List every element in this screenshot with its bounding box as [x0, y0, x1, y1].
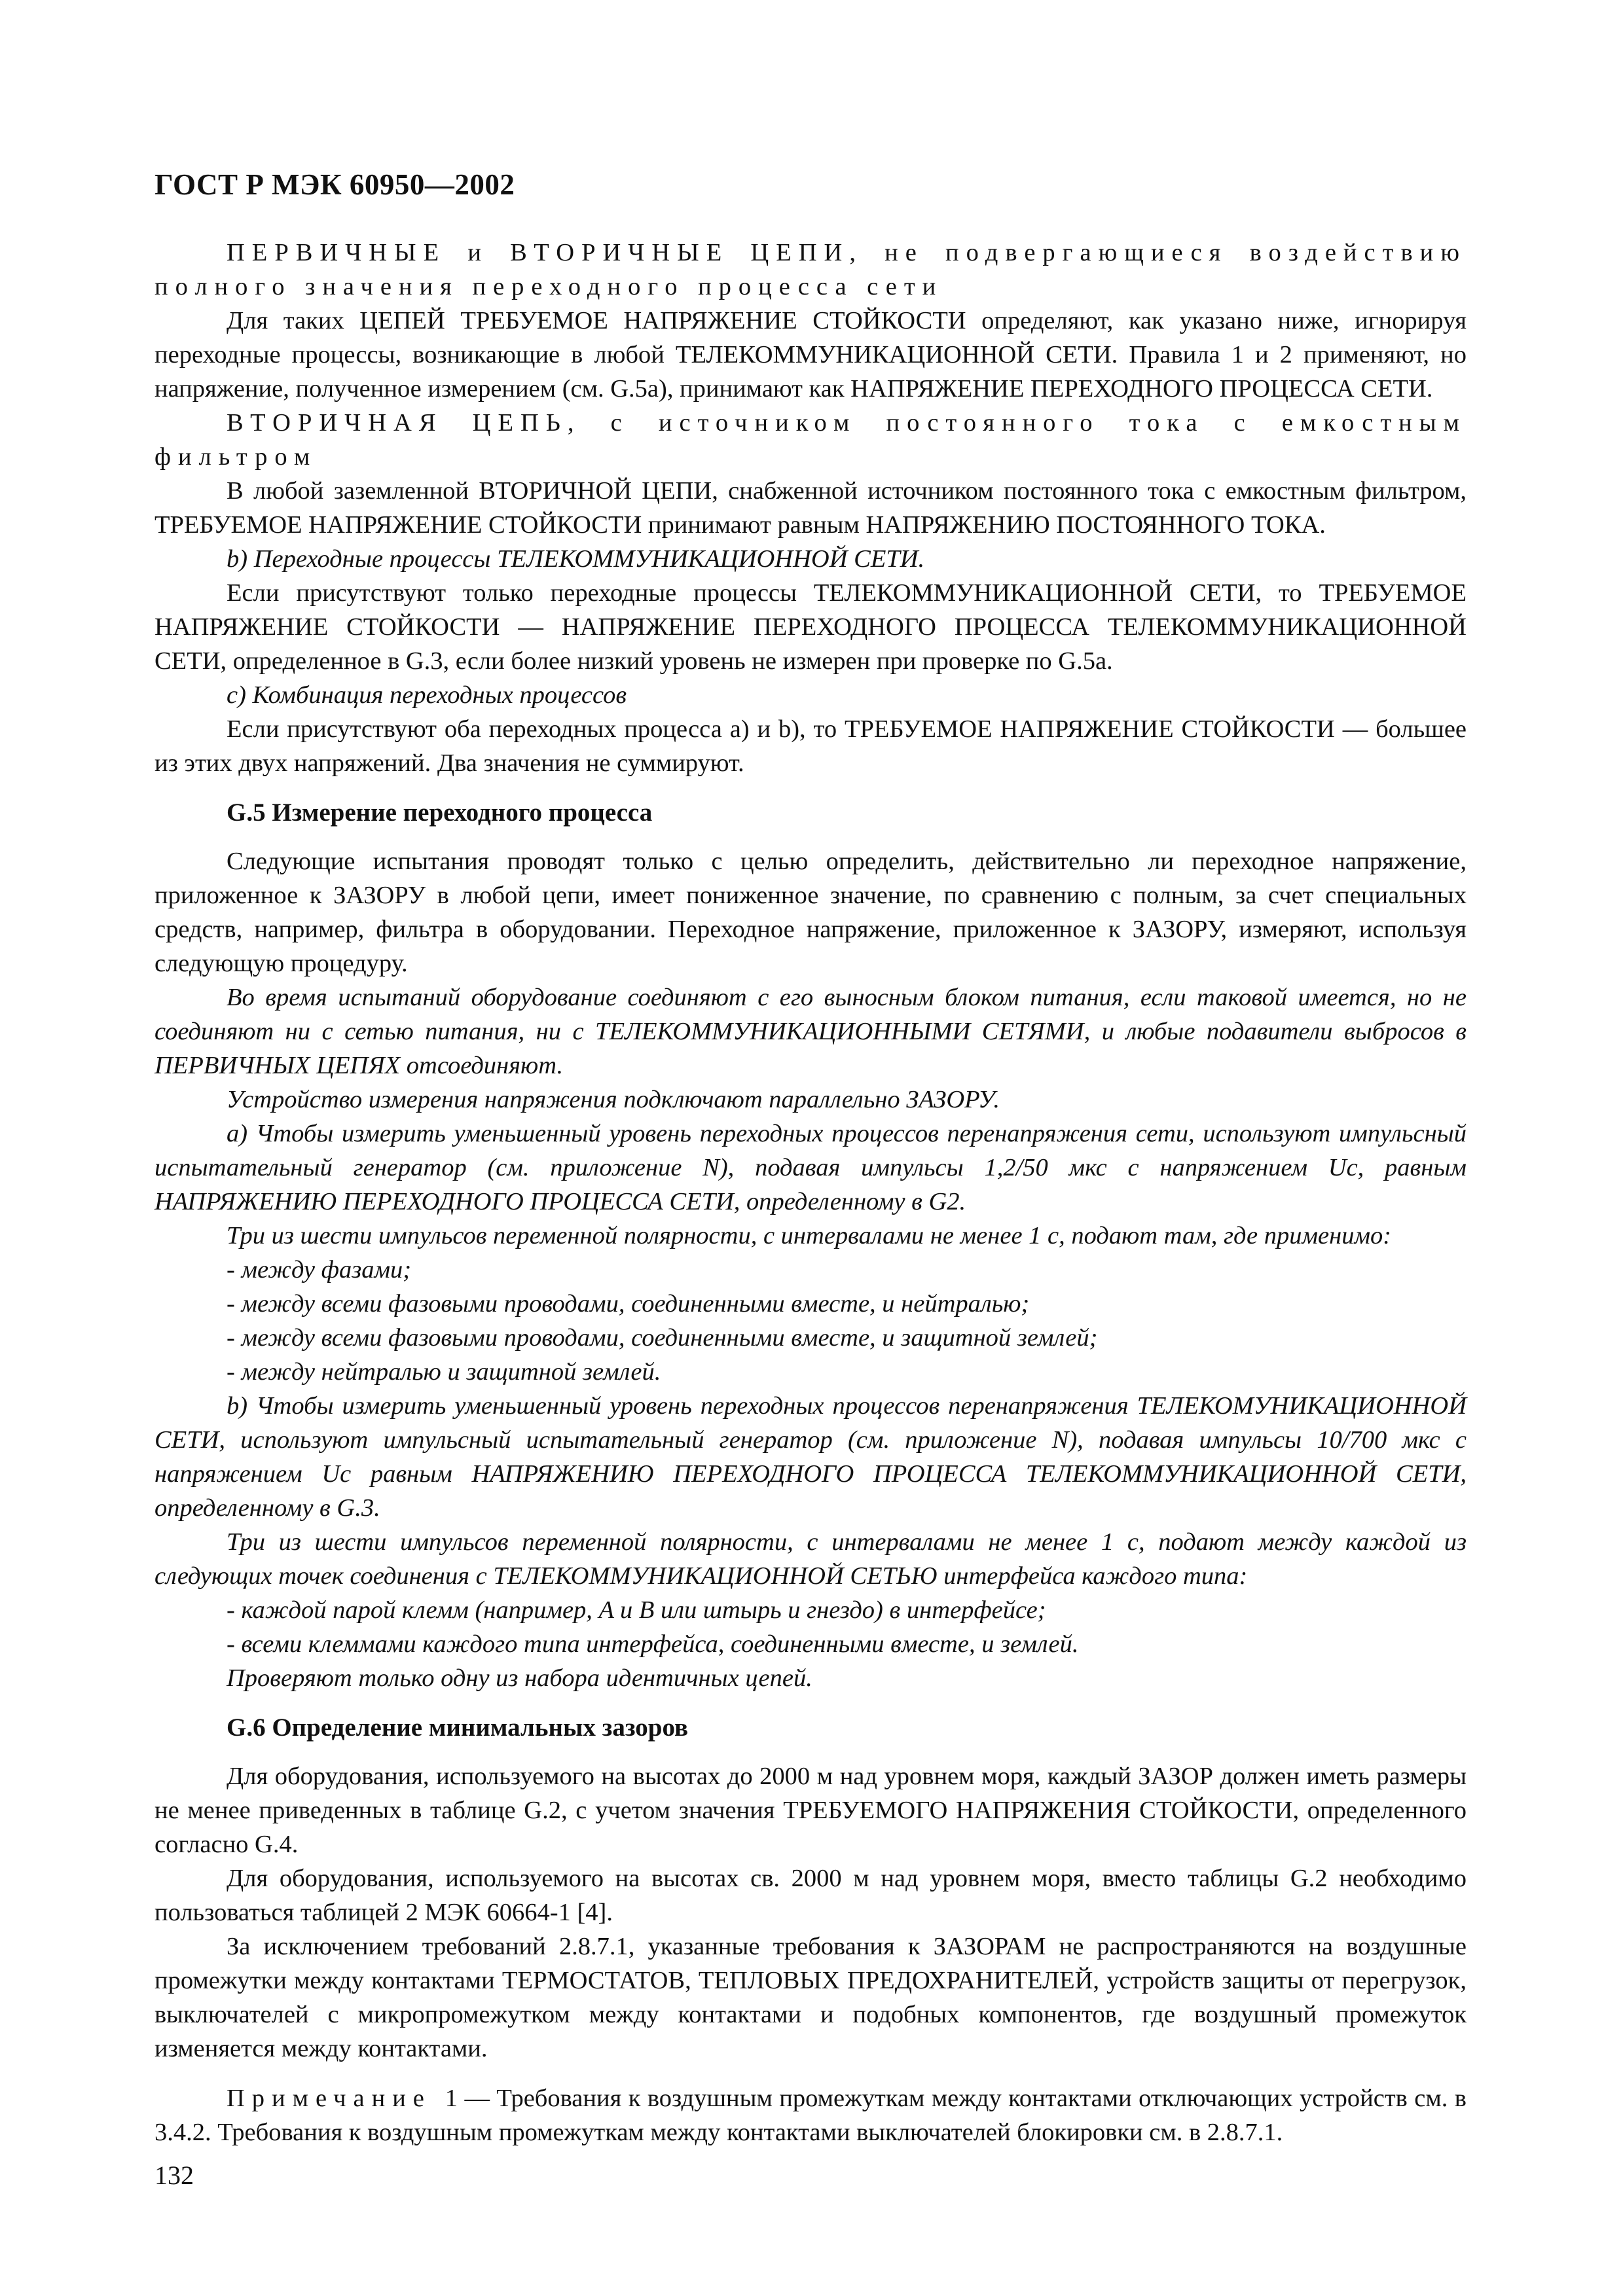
section-title-g5: G.5 Измерение переходного процесса [227, 798, 653, 827]
paragraph-g6-exceptions: За исключением требований 2.8.7.1, указанные требования к ЗАЗОРАМ не распространяются на воздушные промежутки между контактами ТЕРМОСТАТОВ, ТЕПЛОВЫХ ПРЕДОХРАНИТЕЛЕЙ, устройств защиты от перегрузок, выключателей с микропромежутком между контактами и подобных компонентов, где воздушный промежуток изменяется между контактами. [155, 1933, 1467, 2062]
paragraph-g6-altitude-above-2000: Для оборудования, используемого на высотах св. 2000 м над уровнем моря, вместо таблицы G.2 необходимо пользоваться таблицей 2 МЭК 60664-1 [4]. [155, 1865, 1467, 1926]
list-item-terminal-pairs: - каждой парой клемм (например, A и B или штырь и гнездо) в интерфейсе; [227, 1596, 1046, 1624]
document-header: ГОСТ Р МЭК 60950—2002 [155, 168, 515, 201]
paragraph-combination: Если присутствуют оба переходных процесса a) и b), то ТРЕБУЕМОЕ НАПРЯЖЕНИЕ СТОЙКОСТИ — большее из этих двух напряжений. Два значения не суммируют. [155, 715, 1467, 777]
paragraph-g6-altitude-2000: Для оборудования, используемого на высотах до 2000 м над уровнем моря, каждый ЗАЗОР должен иметь размеры не менее приведенных в таблице G.2, с учетом значения ТРЕБУЕМОГО НАПРЯЖЕНИЯ СТОЙКОСТИ, определенного согласно G.4. [155, 1763, 1467, 1858]
paragraph-g5-mains-transients: a) Чтобы измерить уменьшенный уровень переходных процессов перенапряжения сети, используют импульсный испытательный генератор (см. приложение N), подавая импульсы 1,2/50 мкс с напряжением Uc, равным НАПРЯЖЕНИЮ ПЕРЕХОДНОГО ПРОЦЕССА СЕТИ, определенному в G2. [155, 1120, 1467, 1215]
paragraph-primary-secondary-circuits: ПЕРВИЧНЫЕ и ВТОРИЧНЫЕ ЦЕПИ, не подвергающиеся воздействию полного значения переходного процесса сети [155, 239, 1467, 300]
paragraph-combination-heading: c) Комбинация переходных процессов [227, 681, 627, 709]
note-text: 1 — Требования к воздушным промежуткам между контактами отключающих устройств см. в 3.4.2. Требования к воздушным промежуткам между контактами выключателей блокировки см. в 2.8.7.1. [155, 2085, 1467, 2146]
paragraph-g5-identical-circuits: Проверяют только одну из набора идентичных цепей. [227, 1664, 812, 1692]
note-label: Примечание [227, 2085, 431, 2112]
list-item-neutral-earth: - между нейтралью и защитной землей. [227, 1358, 661, 1386]
list-item-all-terminals: - всеми клеммами каждого типа интерфейса, соединенными вместе, и землей. [227, 1630, 1079, 1658]
paragraph-g5-intro: Следующие испытания проводят только с целью определить, действительно ли переходное напряжение, приложенное к ЗАЗОРУ в любой цепи, имеет пониженное значение, по сравнению с полным, за счет специальных средств, например, фильтра в оборудовании. Переходное напряжение, приложенное к ЗАЗОРУ, измеряют, используя следующую процедуру. [155, 848, 1467, 977]
paragraph-telecom-transients-heading: b) Переходные процессы ТЕЛЕКОММУНИКАЦИОННОЙ СЕТИ. [227, 545, 925, 573]
paragraph-telecom-transients: Если присутствуют только переходные процессы ТЕЛЕКОММУНИКАЦИОННОЙ СЕТИ, то ТРЕБУЕМОЕ НАПРЯЖЕНИЕ СТОЙКОСТИ — НАПРЯЖЕНИЕ ПЕРЕХОДНОГО ПРОЦЕССА ТЕЛЕКОММУНИКАЦИОННОЙ СЕТИ, определенное в G.3, если более низкий уровень не измерен при проверке по G.5a. [155, 579, 1467, 675]
list-item-phases-earth: - между всеми фазовыми проводами, соединенными вместе, и защитной землей; [227, 1324, 1098, 1352]
section-title-g6: G.6 Определение минимальных зазоров [227, 1713, 689, 1742]
page-number: 132 [155, 2161, 194, 2190]
document-body [155, 236, 1467, 2149]
paragraph-withstand-voltage: Для таких ЦЕПЕЙ ТРЕБУЕМОЕ НАПРЯЖЕНИЕ СТОЙКОСТИ определяют, как указано ниже, игнорируя переходные процессы, возникающие в любой ТЕЛЕКОММУНИКАЦИОННОЙ СЕТИ. Правила 1 и 2 применяют, но напряжение, полученное измерением (см. G.5a), принимают как НАПРЯЖЕНИЕ ПЕРЕХОДНОГО ПРОЦЕССА СЕТИ. [155, 307, 1467, 403]
paragraph-g5-impulses-mains: Три из шести импульсов переменной полярности, с интервалами не менее 1 с, подают там, где применимо: [227, 1222, 1392, 1249]
paragraph-secondary-circuit-dc: ВТОРИЧНАЯ ЦЕПЬ, с источником постоянного тока с емкостным фильтром [155, 409, 1467, 471]
note-1 [155, 2081, 1467, 2149]
list-item-phases-neutral: - между всеми фазовыми проводами, соединенными вместе, и нейтралью; [227, 1290, 1030, 1318]
paragraph-g5-test-setup: Во время испытаний оборудование соединяют с его выносным блоком питания, если таковой имеется, но не соединяют ни с сетью питания, ни с ТЕЛЕКОММУНИКАЦИОННЫМИ СЕТЯМИ, и любые подавители выбросов в ПЕРВИЧНЫХ ЦЕПЯХ отсоединяют. [155, 984, 1467, 1079]
paragraph-g5-measuring-device: Устройство измерения напряжения подключают параллельно ЗАЗОРУ. [227, 1086, 1000, 1113]
list-item-phases: - между фазами; [227, 1256, 412, 1283]
paragraph-grounded-secondary-circuit: В любой заземленной ВТОРИЧНОЙ ЦЕПИ, снабженной источником постоянного тока с емкостным фильтром, ТРЕБУЕМОЕ НАПРЯЖЕНИЕ СТОЙКОСТИ принимают равным НАПРЯЖЕНИЮ ПОСТОЯННОГО ТОКА. [155, 477, 1467, 539]
paragraph-g5-impulses-telecom: Три из шести импульсов переменной полярности, с интервалами не менее 1 с, подают между каждой из следующих точек соединения с ТЕЛЕКОММУНИКАЦИОННОЙ СЕТЬЮ интерфейса каждого типа: [155, 1528, 1467, 1590]
paragraph-g5-telecom-transients: b) Чтобы измерить уменьшенный уровень переходных процессов перенапряжения ТЕЛЕКОМУНИКАЦИОННОЙ СЕТИ, используют импульсный испытательный генератор (см. приложение N), подавая импульсы 10/700 мкс с напряжением Uc равным НАПРЯЖЕНИЮ ПЕРЕХОДНОГО ПРОЦЕССА ТЕЛЕКОММУНИКАЦИОННОЙ СЕТИ, определенному в G.3. [155, 1392, 1467, 1522]
